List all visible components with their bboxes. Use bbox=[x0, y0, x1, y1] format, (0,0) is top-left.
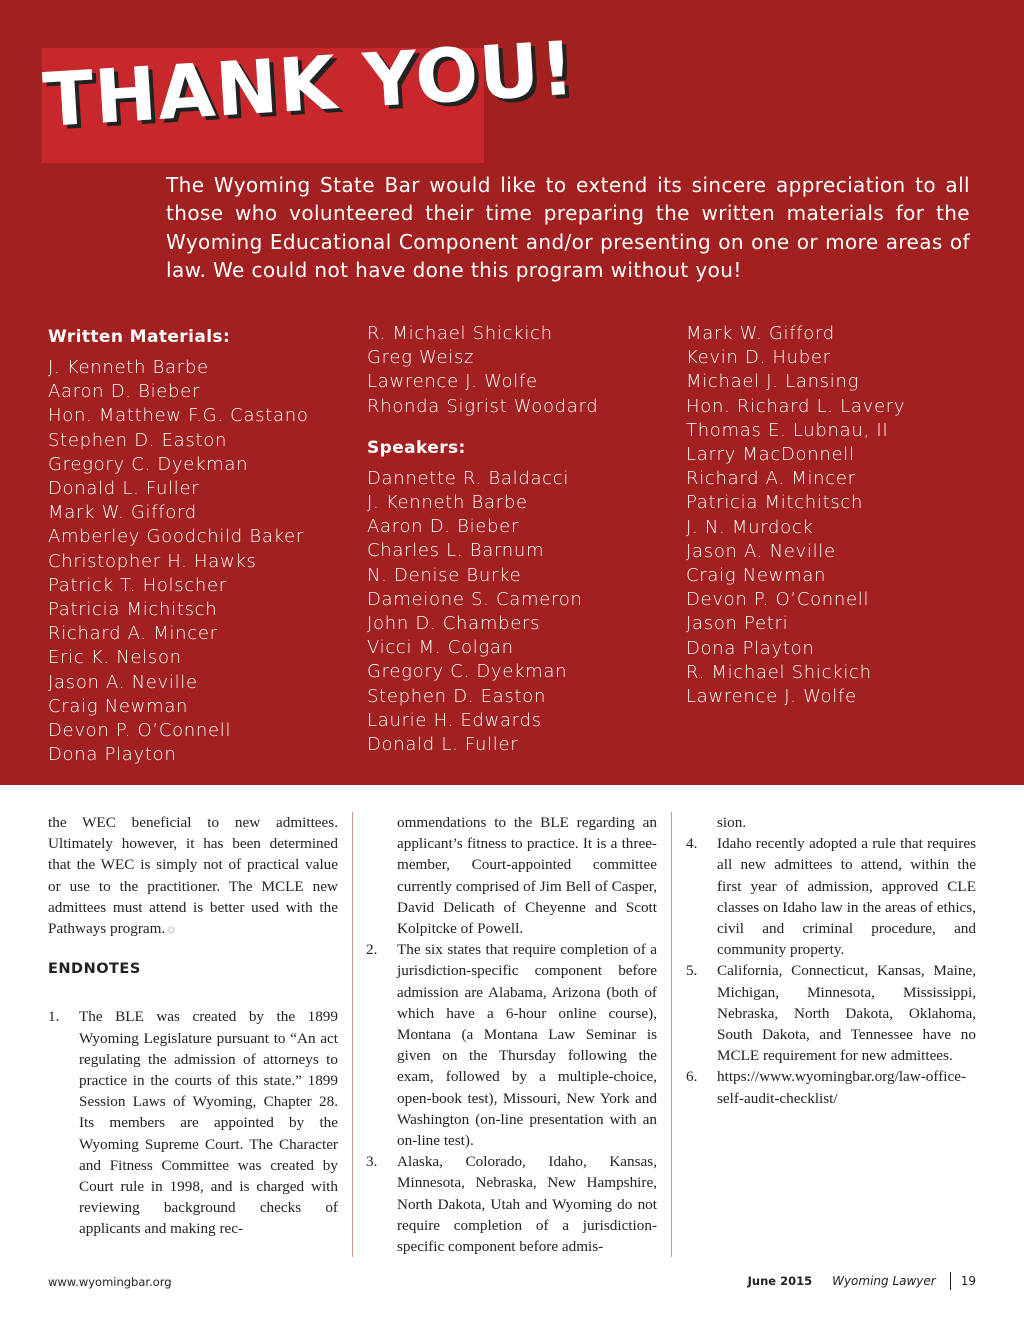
list-item: J. Kenneth Barbe bbox=[48, 357, 209, 378]
list-item: Laurie H. Edwards bbox=[367, 709, 542, 731]
list-item: Michael J. Lansing bbox=[686, 371, 860, 393]
list-item: Richard A. Mincer bbox=[686, 468, 856, 490]
list-item: Amberley Goodchild Baker bbox=[48, 526, 304, 548]
column-divider bbox=[352, 812, 353, 1257]
list-item: Stephen D. Easton bbox=[48, 429, 228, 451]
written-materials-heading: Written Materials: bbox=[48, 327, 231, 347]
endnotes-list bbox=[48, 1006, 338, 1239]
list-item: Dona Playton bbox=[686, 637, 815, 659]
list-item: Jason A. Neville bbox=[686, 540, 836, 562]
endnotes-list bbox=[686, 833, 976, 1109]
list-item: Hon. Richard L. Lavery bbox=[686, 395, 906, 417]
list-item: Craig Newman bbox=[48, 695, 189, 717]
list-item: Mark W. Gifford bbox=[48, 502, 197, 524]
endnote-5: 5. California, Connecticut, Kansas, Maine, Michigan, Minnesota, Mississippi, Nebraska, North Dakota, Oklahoma, South Dakota, and Tennessee have no MCLE requirement for new admittees. bbox=[686, 962, 976, 1065]
speakers-list-continued bbox=[686, 322, 905, 709]
speakers-heading: Speakers: bbox=[367, 437, 466, 458]
names-column-3 bbox=[686, 322, 905, 709]
list-item: Gregory C. Dyekman bbox=[367, 661, 568, 683]
list-item: Rhonda Sigrist Woodard bbox=[367, 395, 599, 417]
list-item: Patrick T. Holscher bbox=[48, 574, 227, 596]
list-item: Richard A. Mincer bbox=[48, 623, 218, 645]
list-item: Larry MacDonnell bbox=[686, 444, 855, 466]
endnotes-list bbox=[366, 939, 657, 1257]
footer-divider bbox=[950, 1272, 951, 1290]
names-column-2 bbox=[367, 322, 598, 757]
endnote-1: 1. The BLE was created by the 1899 Wyoming Legislature pursuant to “An act regulating the admission of attorneys to practice in the courts of this state.” 1899 Session Laws of Wyoming, Chapter 28. Its members are appointed by the Wyoming Supreme Court. The Character and Fitness Committee was created by Court rule in 1998, and is charged with reviewing background checks of applicants and making rec- bbox=[48, 1008, 338, 1238]
list-item: Dona Playton bbox=[48, 744, 177, 766]
endnotes-heading: ENDNOTES bbox=[48, 961, 141, 978]
list-item: Jason Petri bbox=[686, 613, 789, 635]
list-item: Gregory C. Dyekman bbox=[48, 453, 249, 475]
list-item: Patricia Mitchitsch bbox=[686, 492, 864, 514]
article-column-3 bbox=[686, 812, 976, 1109]
list-item: Thomas E. Lubnau, II bbox=[686, 419, 889, 441]
endnote-3: 3. Alaska, Colorado, Idaho, Kansas, Minnesota, Nebraska, New Hampshire, North Dakota, Utah and Wyoming do not require completion of a jurisdiction-specific component before admis- bbox=[366, 1153, 657, 1256]
footer-info bbox=[748, 1272, 976, 1290]
list-item: John D. Chambers bbox=[367, 613, 541, 635]
article-column-1 bbox=[48, 812, 338, 1240]
list-item: Craig Newman bbox=[686, 565, 827, 587]
list-item: Donald L. Fuller bbox=[367, 734, 519, 756]
list-item: Dannette R. Baldacci bbox=[367, 467, 570, 489]
list-item: J. N. Murdock bbox=[686, 516, 814, 538]
list-item: Mark W. Gifford bbox=[686, 323, 835, 344]
list-item: Lawrence J. Wolfe bbox=[367, 371, 538, 393]
written-list-continued bbox=[367, 322, 598, 419]
list-item: J. Kenneth Barbe bbox=[367, 492, 528, 514]
endnote-6: 6. https://www.wyomingbar.org/law-office-self-audit-checklist/ bbox=[686, 1068, 967, 1107]
list-item: Donald L. Fuller bbox=[48, 478, 200, 500]
list-item: R. Michael Shickich bbox=[686, 661, 872, 683]
list-item: Aaron D. Bieber bbox=[48, 381, 201, 403]
lead-paragraph: the WEC beneficial to new admittees. Ultimately however, it has been determined that the WEC is simply not of practical value or use to the practitioner. The MCLE new admittees must attend is better used with the Pathways program.☼ bbox=[48, 814, 338, 938]
list-item: Stephen D. Easton bbox=[367, 685, 547, 707]
list-item: Lawrence J. Wolfe bbox=[686, 686, 857, 708]
endnote-2: 2. The six states that require completion of a jurisdiction-specific component before admission are Alabama, Arizona (both of which have a 6-hour online course), Montana (a Montana Law Seminar is given on the Thursday following the exam, followed by a multiple-choice, open-book test), Missouri, New York and Washington (on-line presentation with an on-line test). bbox=[366, 941, 657, 1150]
page-number: 19 bbox=[960, 1274, 976, 1288]
footer-magazine: Wyoming Lawyer bbox=[832, 1274, 936, 1288]
list-item: Charles L. Barnum bbox=[367, 540, 545, 562]
end-mark-icon: ☼ bbox=[165, 921, 178, 937]
list-item: Kevin D. Huber bbox=[686, 347, 831, 369]
list-item: Vicci M. Colgan bbox=[367, 637, 514, 659]
list-item: Jason A. Neville bbox=[48, 671, 198, 693]
speakers-list bbox=[367, 467, 598, 757]
endnote-4: 4. Idaho recently adopted a rule that requires all new admittees to attend, within the first year of admission, approved CLE classes on Idaho law in the areas of ethics, civil and criminal procedure, and community property. bbox=[686, 835, 976, 959]
names-column-1 bbox=[48, 322, 309, 767]
list-item: R. Michael Shickich bbox=[367, 323, 553, 344]
list-item: Dameione S. Cameron bbox=[367, 588, 583, 610]
list-item: Eric K. Nelson bbox=[48, 647, 182, 669]
list-item: Devon P. O’Connell bbox=[48, 720, 232, 742]
list-item: Patricia Michitsch bbox=[48, 599, 218, 621]
list-item: Christopher H. Hawks bbox=[48, 550, 257, 572]
intro-paragraph: The Wyoming State Bar would like to extend its sincere appreciation to all those who volunteered their time preparing the written materials for the Wyoming Educational Component and/or presenting on one or more areas of law. We could not have done this program without you! bbox=[166, 173, 970, 282]
article-column-2 bbox=[366, 812, 657, 1257]
footer-date: June 2015 bbox=[747, 1274, 813, 1288]
page-title: THANK YOU! bbox=[40, 25, 578, 144]
written-list bbox=[48, 356, 309, 767]
list-item: Aaron D. Bieber bbox=[367, 516, 520, 538]
footer-website: www.wyomingbar.org bbox=[48, 1275, 172, 1289]
endnote-3-continued: sion. bbox=[717, 814, 747, 831]
list-item: Greg Weisz bbox=[367, 347, 475, 369]
endnote-1-continued: ommendations to the BLE regarding an applicant’s fitness to practice. It is a three-member, Court-appointed committee currently comprised of Jim Bell of Casper, David Delicath of Cheyenne and Scott Kolpitcke of Powell. bbox=[397, 814, 657, 938]
column-divider bbox=[671, 812, 672, 1257]
list-item: Devon P. O’Connell bbox=[686, 589, 870, 611]
list-item: Hon. Matthew F.G. Castano bbox=[48, 405, 309, 427]
list-item: N. Denise Burke bbox=[367, 564, 522, 586]
